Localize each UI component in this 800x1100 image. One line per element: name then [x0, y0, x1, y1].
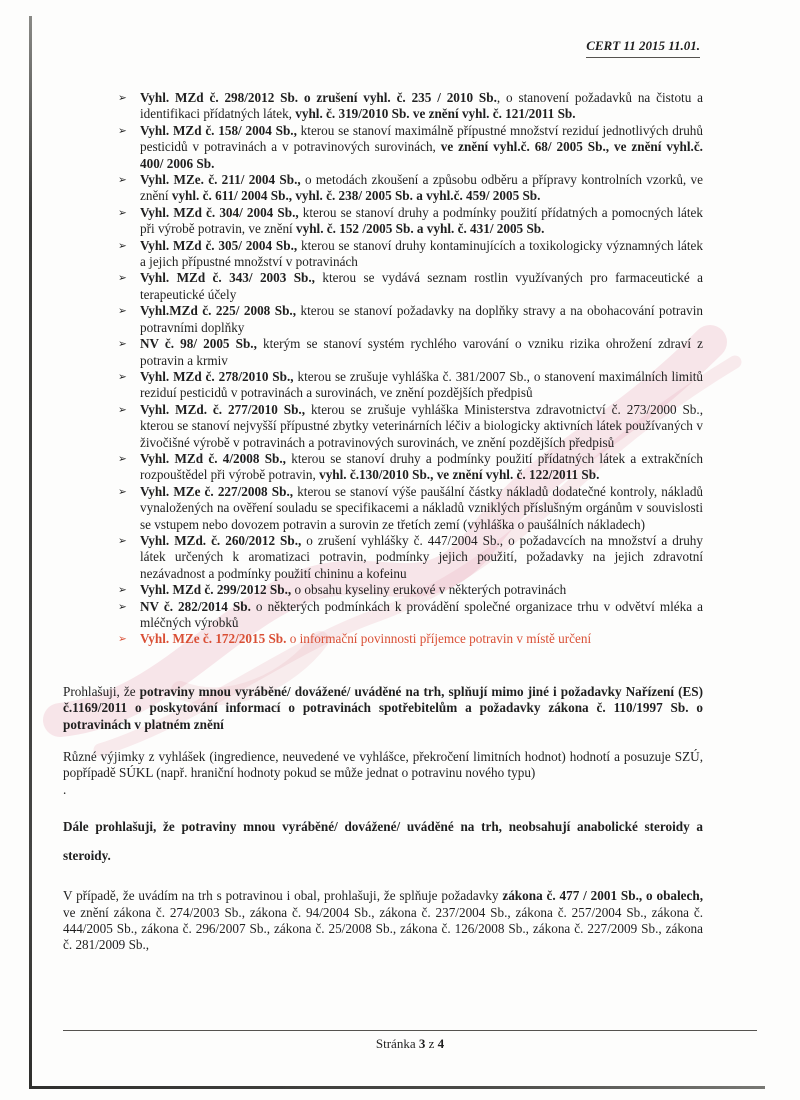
exceptions-paragraph: Různé výjimky z vyhlášek (ingredience, neuvedené ve vyhlášce, překročení limitních hodnot) hodnotí a posuzuje SZÚ, popřípadě SÚKL (např. hraniční hodnoty pokud se může jednat o potravinu nového typu): [63, 749, 703, 781]
regulation-item-text: Vyhl. MZd č. 4/2008 Sb., kterou se stanoví druhy a podmínky použití přídatných látek a extrakčních rozpouštědel při výrobě potravin, vyhl. č.130/2010 Sb., ve znění vyhl. č. 122/2011 Sb.: [140, 450, 703, 483]
arrow-bullet-icon: ➢: [118, 403, 127, 416]
arrow-bullet-icon: ➢: [118, 600, 127, 613]
scan-edge-bottom: [29, 1086, 765, 1089]
document-content: [63, 90, 703, 954]
header-doc-code: CERT 11 2015 11.01.: [586, 38, 700, 58]
regulation-item: [118, 582, 703, 598]
arrow-bullet-icon: ➢: [118, 534, 127, 547]
regulation-list: [63, 90, 703, 648]
regulation-item: [118, 238, 703, 271]
arrow-bullet-icon: ➢: [118, 174, 127, 187]
arrow-bullet-icon: ➢: [118, 305, 127, 318]
regulation-item-text: Vyhl. MZe. č. 211/ 2004 Sb., o metodách zkoušení a způsobu odběru a přípravy kontrolních vzorků, ve znění vyhl. č. 611/ 2004 Sb., vyhl. č. 238/ 2005 Sb. a vyhl.č. 459/ 2005 Sb.: [140, 172, 703, 204]
regulation-item: [118, 205, 703, 238]
regulation-item-text: Vyhl. MZd č. 278/2010 Sb., kterou se zrušuje vyhláška č. 381/2007 Sb., o stanovení maximálních limitů reziduí pesticidů v potravinách a surovinách, ve znění pozdějších předpisů: [140, 368, 703, 401]
regulation-item-text: Vyhl. MZd. č. 260/2012 Sb., o zrušení vyhlášky č. 447/2004 Sb., o požadavcích na množství a druhy látek určených k aromatizaci potravin, podmínky jejich použití, požadavky na jejich zdravotní nezávadnost a podmínky použití chininu a kofeinu: [140, 532, 703, 581]
regulation-item: [118, 172, 703, 205]
regulation-item-text: Vyhl. MZd č. 299/2012 Sb., o obsahu kyseliny erukové v některých potravinách: [140, 582, 567, 598]
arrow-bullet-icon: ➢: [118, 370, 127, 383]
arrow-bullet-icon: ➢: [118, 485, 127, 498]
arrow-bullet-icon: ➢: [118, 206, 127, 219]
regulation-item: [118, 336, 703, 369]
regulation-item-text: Vyhl. MZd č. 298/2012 Sb. o zrušení vyhl. č. 235 / 2010 Sb., o stanovení požadavků na čistotu a identifikaci přídatných látek, vyhl. č. 319/2010 Sb. ve znění vyhl. č. 121/2011 Sb.: [140, 90, 703, 122]
regulation-item: [118, 484, 703, 533]
regulation-item-text: Vyhl. MZe č. 172/2015 Sb. o informační povinnosti příjemce potravin v místě určení: [140, 631, 592, 647]
regulation-item-text: Vyhl. MZd č. 158/ 2004 Sb., kterou se stanoví maximálně přípustné množství reziduí jednotlivých druhů pesticidů v potravinách a v potravinových surovinách, ve znění vyhl.č. 68/ 2005 Sb., ve znění vyhl.č. 400/ 2006 Sb.: [140, 122, 703, 171]
regulation-item: [118, 533, 703, 582]
page-number: Stránka 3 z 4: [375, 1036, 445, 1051]
arrow-bullet-icon: ➢: [118, 633, 127, 646]
packaging-declaration-paragraph: V případě, že uvádím na trh s potravinou i obal, prohlašuji, že splňuje požadavky zákona č. 477 / 2001 Sb., o obalech, ve znění zákona č. 274/2003 Sb., zákona č. 94/2004 Sb., zákona č. 237/2004 Sb., zákona č. 257/2004 Sb., zákona č. 444/2005 Sb., zákona č. 296/2007 Sb., zákona č. 25/2008 Sb., zákona č. 126/2008 Sb., zákona č. 227/2009 Sb., zákona č. 281/2009 Sb.,: [63, 888, 703, 953]
arrow-bullet-icon: ➢: [118, 124, 127, 137]
regulation-item: [118, 631, 703, 647]
regulation-item: [118, 599, 703, 632]
regulation-item-text: Vyhl. MZd. č. 277/2010 Sb., kterou se zrušuje vyhláška Ministerstva zdravotnictví č. 273/2000 Sb., kterou se stanoví nejvyšší přípustné zbytky veterinárních léčiv a biologicky aktivních látek používaných v živočišné výrobě v potravinách a potravinových surovinách, ve znění pozdějších předpisů: [140, 401, 703, 450]
arrow-bullet-icon: ➢: [118, 239, 127, 252]
arrow-bullet-icon: ➢: [118, 92, 127, 104]
regulation-item-text: Vyhl. MZd č. 343/ 2003 Sb., kterou se vydává seznam rostlin využívaných pro farmaceutické a terapeutické účely: [140, 270, 704, 302]
regulation-item-text: Vyhl. MZd č. 305/ 2004 Sb., kterou se stanoví druhy kontaminujících a toxikologicky významných látek a jejich přípustné množství v potravinách: [140, 237, 704, 270]
regulation-item: [118, 451, 703, 484]
regulation-item: [118, 303, 703, 336]
arrow-bullet-icon: ➢: [118, 272, 127, 285]
scan-edge-left: [29, 16, 32, 1088]
arrow-bullet-icon: ➢: [118, 452, 127, 465]
regulation-item: [118, 90, 703, 123]
arrow-bullet-icon: ➢: [118, 338, 127, 351]
regulation-item: [118, 402, 703, 451]
regulation-item: [118, 369, 703, 402]
regulation-item-text: NV č. 282/2014 Sb. o některých podmínkách k provádění společné organizace trhu v odvětví mléka a mléčných výrobků: [140, 598, 703, 630]
declaration-paragraphs: [63, 684, 703, 954]
steroids-declaration-paragraph: Dále prohlašuji, že potraviny mnou vyráběné/ dovážené/ uváděné na trh, neobsahují anabolické steroidy a steroidy.: [63, 819, 703, 864]
regulation-item: [118, 123, 703, 172]
regulation-item-text: Vyhl. MZe č. 227/2008 Sb., kterou se stanoví výše paušální částky nákladů dodatečné kontroly, nákladů vynaložených na ověření souladu se specifikacemi a nákladů vzniklých příslušným orgánům v souvislosti se vstupem nebo dovozem potravin a surovin ze třetích zemí (vyhláška o paušálních nákladech): [140, 483, 704, 532]
regulation-item-text: NV č. 98/ 2005 Sb., kterým se stanoví systém rychlého varování o vzniku rizika ohrožení zdraví z potravin a krmiv: [140, 336, 703, 368]
foods-declaration-paragraph: Prohlašuji, že potraviny mnou vyráběné/ dovážené/ uváděné na trh, splňují mimo jiné i požadavky Nařízení (ES) č.1169/2011 o poskytování informací o potravinách spotřebitelům a požadavky zákona č. 110/1997 Sb. o potravinách v platném znění: [63, 683, 703, 732]
regulation-item-text: Vyhl.MZd č. 225/ 2008 Sb., kterou se stanoví požadavky na doplňky stravy a na obohacování potravin potravními doplňky: [140, 303, 703, 335]
stray-period: .: [63, 781, 67, 797]
regulation-item-text: Vyhl. MZd č. 304/ 2004 Sb., kterou se stanoví druhy a podmínky použití přídatných a pomocných látek při výrobě potravin, ve znění vyhl. č. 152 /2005 Sb. a vyhl. č. 431/ 2005 Sb.: [140, 204, 704, 237]
regulation-item: [118, 270, 703, 303]
arrow-bullet-icon: ➢: [118, 584, 127, 597]
page-footer: [63, 1030, 757, 1052]
